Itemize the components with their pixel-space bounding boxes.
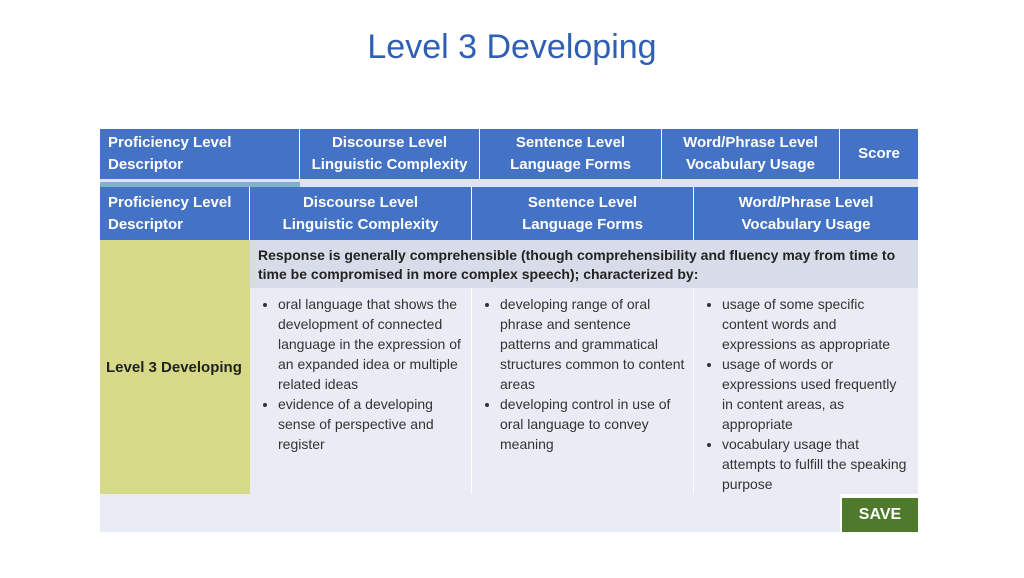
sentence-list — [480, 294, 685, 454]
discourse-item: • oral language that shows the development of connected language in the expression of an expanded idea or multiple related ideas — [278, 294, 463, 394]
discourse-item: • evidence of a developing sense of perspective and register — [278, 394, 463, 454]
discourse-column — [250, 288, 472, 494]
front-header-sentence-line2: Language Forms — [522, 215, 643, 233]
table-footer — [100, 494, 840, 532]
back-header-score-label: Score — [858, 145, 900, 162]
back-header-discourse-line2: Linguistic Complexity — [311, 156, 468, 173]
front-header-proficiency-line1: Proficiency Level — [108, 193, 232, 211]
front-header-discourse-line2: Linguistic Complexity — [282, 215, 439, 233]
back-header-vocabulary — [662, 129, 840, 179]
front-header-discourse-line1: Discourse Level — [302, 193, 419, 211]
back-header-vocabulary-line1: Word/Phrase Level — [683, 134, 818, 151]
sentence-column — [472, 288, 694, 494]
level-descriptor-label: Level 3 Developing — [106, 358, 242, 376]
vocabulary-item: • usage of some specific content words and expressions as appropriate — [722, 294, 910, 354]
vocabulary-column — [694, 288, 918, 494]
front-header-discourse — [250, 187, 472, 240]
front-header-vocabulary-line1: Word/Phrase Level — [738, 193, 874, 211]
front-header-vocabulary-line2: Vocabulary Usage — [741, 215, 871, 233]
response-summary-text: Response is generally comprehensible (though comprehensibility and fluency may from time to time be compromised in more complex speech); characterized by: — [258, 247, 896, 282]
discourse-list — [258, 294, 463, 454]
back-header-discourse-line1: Discourse Level — [331, 134, 448, 151]
front-header-sentence — [472, 187, 694, 240]
back-header-proficiency — [100, 129, 300, 179]
sentence-item: • developing control in use of oral language to convey meaning — [500, 394, 685, 454]
front-header-vocabulary — [694, 187, 918, 240]
save-button[interactable]: SAVE — [842, 498, 918, 532]
back-header-score — [840, 129, 918, 179]
back-header-sentence-line2: Language Forms — [510, 156, 631, 173]
back-header-sentence-line1: Sentence Level — [515, 134, 626, 151]
level-descriptor-cell — [100, 240, 250, 494]
sentence-item: • developing range of oral phrase and sentence patterns and grammatical structures common to content areas — [500, 294, 685, 394]
back-header-proficiency-line1: Proficiency Level — [108, 134, 232, 151]
back-header-sentence — [480, 129, 662, 179]
vocabulary-item: • usage of words or expressions used frequently in content areas, as appropriate — [722, 354, 910, 434]
back-header-discourse — [300, 129, 480, 179]
front-header-proficiency-line2: Descriptor — [108, 215, 184, 233]
vocabulary-list — [702, 294, 910, 494]
response-summary — [250, 240, 918, 288]
back-header-proficiency-line2: Descriptor — [108, 156, 184, 173]
front-header-sentence-line1: Sentence Level — [527, 193, 638, 211]
front-header-proficiency — [100, 187, 250, 240]
vocabulary-item: • vocabulary usage that attempts to fulfill the speaking purpose — [722, 434, 910, 494]
page-title: Level 3 Developing — [367, 28, 657, 66]
back-header-vocabulary-line2: Vocabulary Usage — [686, 156, 815, 173]
